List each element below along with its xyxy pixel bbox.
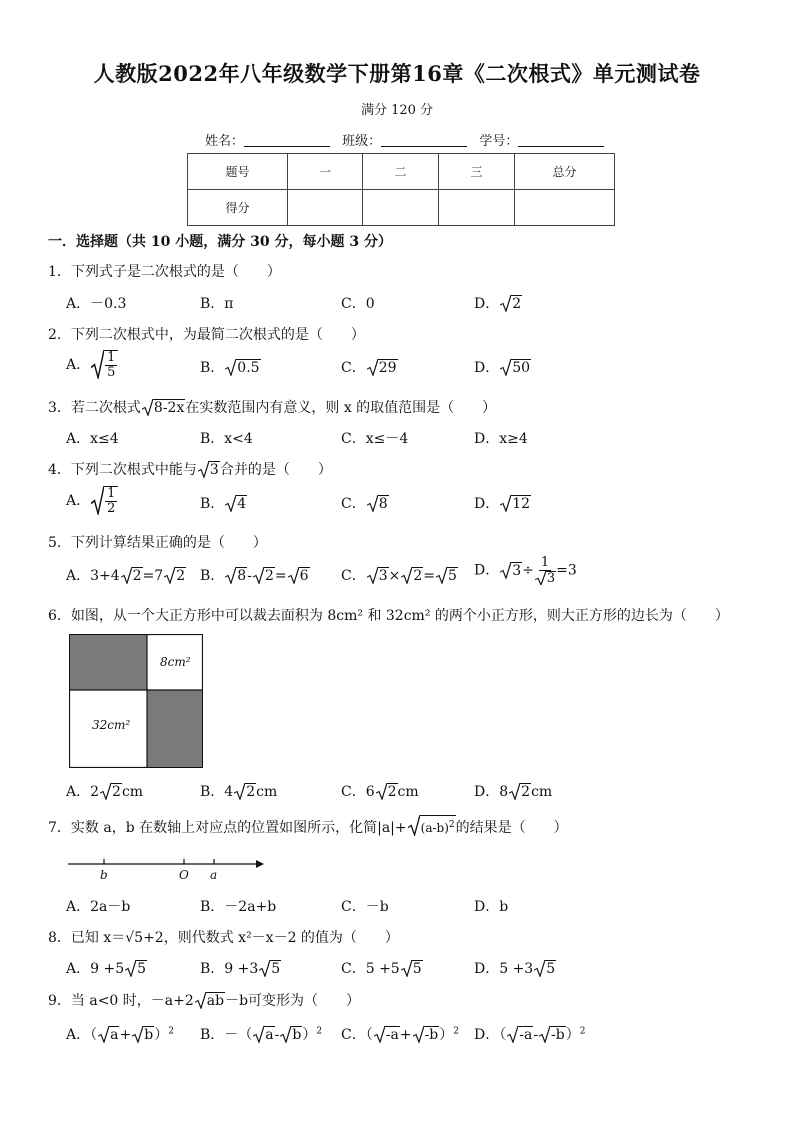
q2-option-a[interactable]: A． $\frac{1}{5}$ (66, 350, 118, 379)
q3-option-d[interactable]: D．x≥4 (474, 431, 528, 447)
question-6: 6．如图，从一个大正方形中可以裁去面积为 8cm² 和 32cm² 的两个小正方形，则大正方形的边长为（ ） (48, 608, 729, 624)
q8-option-a[interactable]: A．9 +5 5 (66, 961, 147, 977)
q8-option-b[interactable]: B．9 +3 5 (200, 961, 281, 977)
question-9: 9．当 a<0 时，－a+2 ab－b可变形为（ ） (48, 993, 361, 1009)
class-blank[interactable] (381, 134, 467, 147)
q6-option-d[interactable]: D．8 2cm (474, 784, 553, 800)
q7-option-c[interactable]: C．－b (341, 899, 389, 915)
q2-option-d[interactable]: D． 50 (474, 360, 531, 376)
q4-option-a[interactable]: A． $\frac{1}{2}$ (66, 486, 118, 515)
q9-option-d[interactable]: D．（ -a- -b）$^2$ (474, 1026, 586, 1043)
q7-option-d[interactable]: D．b (474, 899, 509, 915)
page-title: 人教版2022年八年级数学下册第16章《二次根式》单元测试卷 (93, 61, 701, 86)
number-line (66, 856, 266, 872)
score-cell[interactable] (515, 190, 615, 226)
question-3: 3．若二次根式 8-2x在实数范围内有意义，则 x 的取值范围是（ ） (48, 400, 497, 416)
score-cell[interactable] (439, 190, 515, 226)
q5-option-a[interactable]: A．3+4 2=7 2 (66, 568, 186, 584)
question-4: 4．下列二次根式中能与 3合并的是（ ） (48, 462, 332, 478)
q5-option-d[interactable]: D． 3÷ $\frac{1}{3}$ =3 (474, 555, 577, 586)
q4-option-d[interactable]: D． 12 (474, 496, 531, 512)
q4-option-b[interactable]: B． 4 (200, 496, 247, 512)
q4-option-c[interactable]: C． 8 (341, 496, 388, 512)
question-7: 7．实数 a，b 在数轴上对应点的位置如图所示，化简|a|+ $(a-b)^2$的结果是（ ） (48, 815, 568, 837)
q2-option-b[interactable]: B． 0.5 (200, 360, 260, 376)
q5-option-b[interactable]: B． 8- 2= 6 (200, 568, 309, 584)
full-score: 满分 120 分 (360, 103, 434, 118)
q6-option-b[interactable]: B．4 2cm (200, 784, 278, 800)
q5-option-c[interactable]: C． 3× 2= 5 (341, 568, 457, 584)
small-square-label: 8cm² (160, 655, 191, 669)
q1-option-b[interactable]: B．π (200, 296, 234, 312)
q6-option-a[interactable]: A．2 2cm (66, 784, 144, 800)
axis-label-b: b (100, 868, 108, 882)
section-heading: 一．选择题（共 10 小题，满分 30 分，每小题 3 分） (48, 234, 392, 250)
score-cell[interactable] (363, 190, 439, 226)
header-cell: 题号 (188, 154, 288, 190)
q9-option-c[interactable]: C．（ -a+ -b）$^2$ (341, 1026, 459, 1043)
class-label: 班级： (342, 134, 382, 149)
id-blank[interactable] (518, 134, 604, 147)
row-label: 得分 (188, 190, 288, 226)
q1-option-c[interactable]: C．0 (341, 296, 375, 312)
q7-option-a[interactable]: A．2a－b (66, 899, 131, 915)
q2-option-c[interactable]: C． 29 (341, 360, 397, 376)
score-table-header (188, 154, 615, 190)
q1-option-d[interactable]: D． 2 (474, 296, 522, 312)
header-cell: 一 (288, 154, 363, 190)
name-blank[interactable] (244, 134, 330, 147)
header-cell: 三 (439, 154, 515, 190)
score-table-row (188, 190, 615, 226)
large-square-label: 32cm² (92, 718, 131, 732)
axis-label-a: a (210, 868, 218, 882)
id-label: 学号： (479, 134, 519, 149)
q3-option-a[interactable]: A．x≤4 (66, 431, 119, 447)
q1-option-a[interactable]: A．－0.3 (66, 296, 127, 312)
question-2: 2．下列二次根式中，为最简二次根式的是（ ） (48, 327, 365, 343)
question-8: 8．已知 x＝√5+2，则代数式 x²－x－2 的值为（ ） (48, 930, 399, 946)
q6-option-c[interactable]: C．6 2cm (341, 784, 419, 800)
score-cell[interactable] (288, 190, 363, 226)
q3-option-b[interactable]: B．x<4 (200, 431, 253, 447)
q7-option-b[interactable]: B．－2a+b (200, 899, 277, 915)
question-1: 1．下列式子是二次根式的是（ ） (48, 264, 281, 280)
axis-label-o: O (179, 868, 189, 882)
header-cell: 二 (363, 154, 439, 190)
q8-option-c[interactable]: C．5 +5 5 (341, 961, 422, 977)
score-table (187, 153, 615, 226)
q8-option-d[interactable]: D．5 +3 5 (474, 961, 556, 977)
q3-option-c[interactable]: C．x≤－4 (341, 431, 409, 447)
q9-option-a[interactable]: A．（ a+ b）$^2$ (66, 1026, 174, 1043)
name-label: 姓名： (205, 134, 245, 149)
question-5: 5．下列计算结果正确的是（ ） (48, 535, 267, 551)
student-info (205, 130, 612, 149)
header-cell: 总分 (515, 154, 615, 190)
q9-option-b[interactable]: B．－（ a- b）$^2$ (200, 1026, 323, 1043)
